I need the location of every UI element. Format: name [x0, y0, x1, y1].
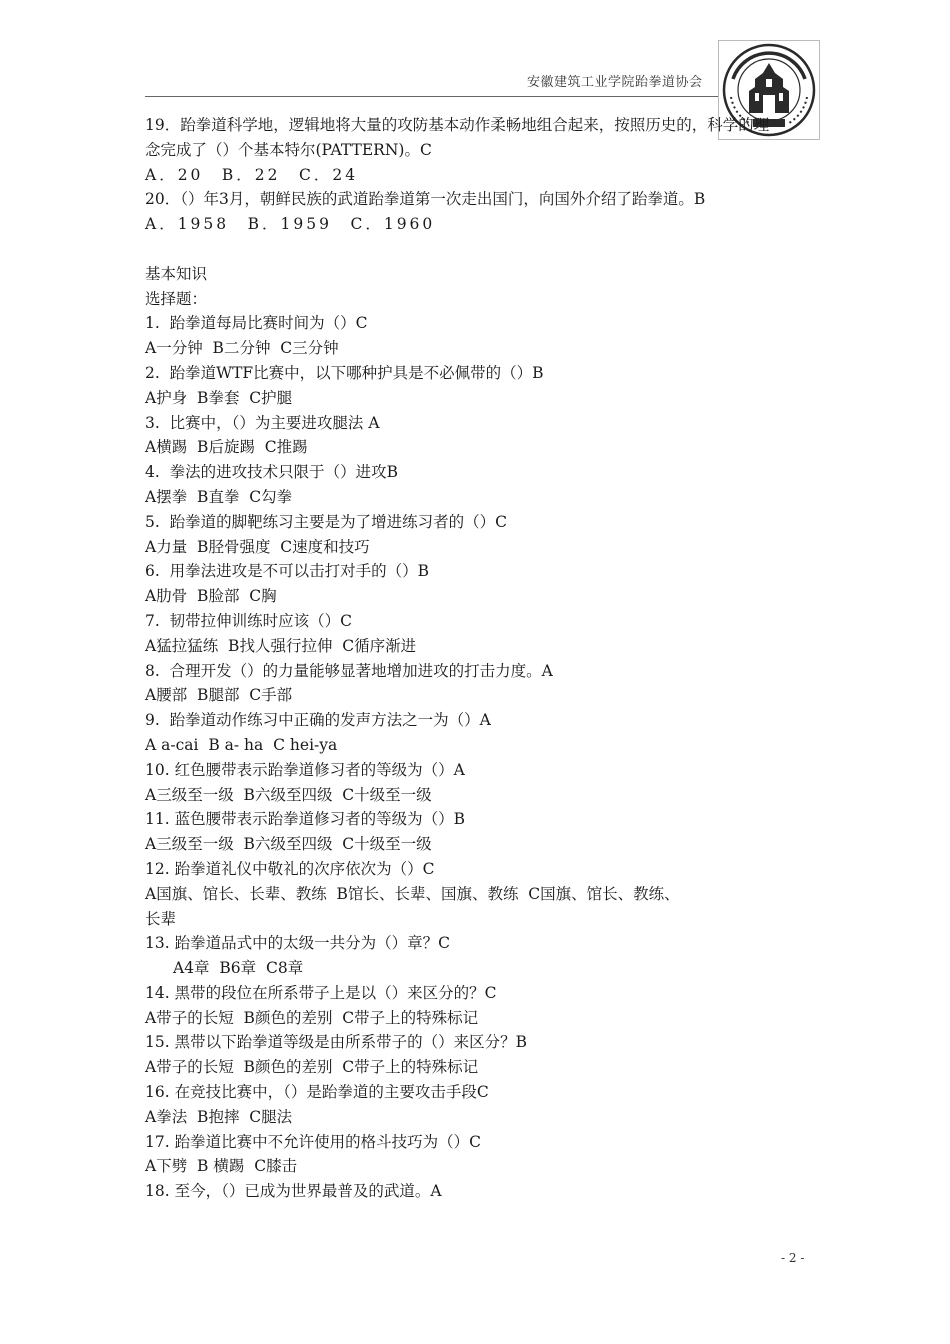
header-divider	[145, 96, 719, 97]
question-5-stem: 5. 跆拳道的脚靶练习主要是为了增进练习者的（）C	[145, 512, 508, 531]
question-10-options: A三级至一级 B六级至四级 C十级至一级	[145, 785, 432, 804]
subsection-heading: 选择题：	[145, 289, 208, 308]
question-17-stem: 17. 跆拳道比赛中不允许使用的格斗技巧为（）C	[145, 1132, 481, 1151]
question-13-options: A4章 B6章 C8章	[173, 959, 304, 978]
document-body	[145, 113, 805, 1204]
question-12-stem: 12. 跆拳道礼仪中敬礼的次序依次为（）C	[145, 859, 435, 878]
question-6-options: A肋骨 B脸部 C胸	[145, 587, 277, 606]
question-4-stem: 4. 拳法的进攻技术只限于（）进攻B	[145, 463, 399, 482]
question-7-stem: 7. 韧带拉伸训练时应该（）C	[145, 611, 353, 630]
question-8-options: A腰部 B腿部 C手部	[145, 686, 293, 705]
section-heading: 基本知识	[145, 264, 208, 283]
question-20-options: A．1958 B．1959 C．1960	[145, 215, 436, 234]
question-15-options: A带子的长短 B颜色的差别 C带子上的特殊标记	[145, 1058, 479, 1077]
question-2-options: A护身 B拳套 C护腿	[145, 388, 293, 407]
question-12-options: A国旗、馆长、长辈、教练 B馆长、长辈、国旗、教练 C国旗、馆长、教练、	[145, 884, 680, 903]
blank-line	[145, 237, 805, 262]
question-2-stem: 2. 跆拳道WTF比赛中，以下哪种护具是不必佩带的（）B	[145, 363, 544, 382]
question-8-stem: 8. 合理开发（）的力量能够显著地增加进攻的打击力度。A	[145, 661, 553, 680]
question-17-options: A下劈 B 横踢 C膝击	[145, 1157, 298, 1176]
question-5-options: A力量 B胫骨强度 C速度和技巧	[145, 537, 370, 556]
question-14-stem: 14. 黑带的段位在所系带子上是以（）来区分的？C	[145, 983, 497, 1002]
question-19-stem: 19．跆拳道科学地，逻辑地将大量的攻防基本动作柔畅地组合起来，按照历史的，科学的理	[145, 116, 770, 134]
question-1-options: A一分钟 B二分钟 C三分钟	[145, 339, 339, 358]
question-14-options: A带子的长短 B颜色的差别 C带子上的特殊标记	[145, 1008, 479, 1027]
question-9-stem: 9. 跆拳道动作练习中正确的发声方法之一为（）A	[145, 711, 491, 730]
question-19-options: A．20 B．22 C．24	[145, 165, 359, 184]
question-16-options: A拳法 B抱摔 C腿法	[145, 1107, 293, 1126]
question-9-options: A a-cai B a- ha C hei-ya	[145, 735, 338, 754]
question-16-stem: 16. 在竞技比赛中，（）是跆拳道的主要攻击手段C	[145, 1083, 489, 1102]
question-1-stem: 1. 跆拳道每局比赛时间为（）C	[145, 314, 368, 333]
header-org-name: 安徽建筑工业学院跆拳道协会	[527, 75, 703, 90]
question-12-options-cont: 长辈	[145, 909, 177, 928]
question-11-options: A三级至一级 B六级至四级 C十级至一级	[145, 835, 432, 854]
question-7-options: A猛拉猛练 B找人强行拉伸 C循序渐进	[145, 636, 417, 655]
question-18-stem: 18. 至今，（）已成为世界最普及的武道。A	[145, 1182, 442, 1201]
question-11-stem: 11. 蓝色腰带表示跆拳道修习者的等级为（）B	[145, 810, 465, 829]
question-10-stem: 10. 红色腰带表示跆拳道修习者的等级为（）A	[145, 760, 465, 779]
question-3-stem: 3. 比赛中，（）为主要进攻腿法 A	[145, 413, 380, 432]
question-6-stem: 6. 用拳法进攻是不可以击打对手的（）B	[145, 562, 430, 581]
question-19-stem-cont: 念完成了（）个基本特尔(PATTERN)。C	[145, 140, 432, 159]
question-15-stem: 15. 黑带以下跆拳道等级是由所系带子的（）来区分？B	[145, 1033, 527, 1052]
question-13-stem: 13. 跆拳道品式中的太级一共分为（）章？C	[145, 934, 450, 953]
page-number: - 2 -	[781, 1251, 805, 1265]
question-20-stem: 20．（）年3月，朝鲜民族的武道跆拳道第一次走出国门，向国外介绍了跆拳道。B	[145, 190, 706, 209]
question-4-options: A摆拳 B直拳 C勾拳	[145, 487, 293, 506]
question-3-options: A横踢 B后旋踢 C推踢	[145, 438, 308, 457]
